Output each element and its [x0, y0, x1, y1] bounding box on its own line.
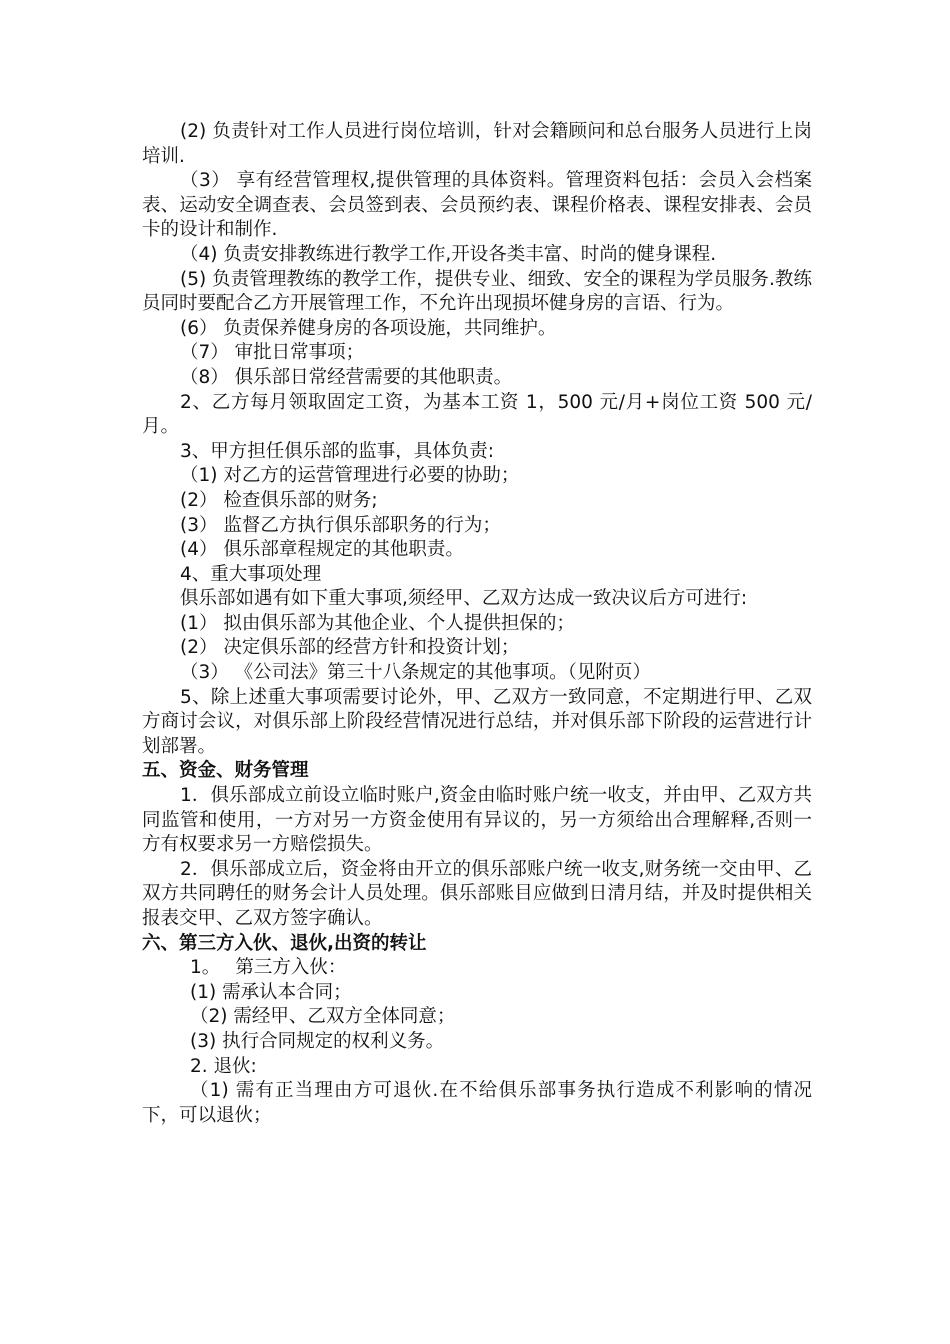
paragraph: （3） 享有经营管理权,提供管理的具体资料。管理资料包括：会员入会档案表、运动安全调查表、会员签到表、会员预约表、课程价格表、课程安排表、会员卡的设计和制作. — [142, 170, 812, 241]
paragraph: 5、除上述重大事项需要讨论外，甲、乙双方一致同意，不定期进行甲、乙双方商讨会议，对俱乐部上阶段经营情况进行总结，并对俱乐部下阶段的运营进行计划部署。 — [142, 686, 812, 757]
paragraph: (6） 负责保养健身房的各项设施，共同维护。 — [180, 317, 557, 339]
paragraph: 1．俱乐部成立前设立临时账户,资金由临时账户统一收支，并由甲、乙双方共同监管和使用，一方对另一方资金使用有异议的，另一方须给出合理解释,否则一方有权要求另一方赔偿损失。 — [142, 785, 812, 856]
paragraph: 俱乐部如遇有如下重大事项,须经甲、乙双方达成一致决议后方可进行: — [180, 588, 748, 610]
paragraph: (1） 拟由俱乐部为其他企业、个人提供担保的； — [180, 612, 575, 634]
paragraph: (1) 需承认本合同； — [190, 981, 352, 1003]
paragraph: (3) 执行合同规定的权利义务。 — [190, 1030, 445, 1052]
paragraph: （1) 需有正当理由方可退伙.在不给俱乐部事务执行造成不利影响的情况下，可以退伙； — [142, 1080, 812, 1126]
paragraph: （7） 审批日常事项； — [180, 342, 365, 364]
paragraph: 2. 退伙: — [190, 1055, 257, 1077]
paragraph: 1。 第三方入伙： — [190, 957, 347, 979]
section-heading: 六、第三方入伙、退伙,出资的转让 — [142, 932, 427, 954]
paragraph: (2） 检查俱乐部的财务; — [180, 489, 378, 511]
paragraph: 2、乙方每月领取固定工资，为基本工资 1，500 元/月+岗位工资 500 元/月。 — [142, 391, 812, 438]
paragraph: （4) 负责安排教练进行教学工作,开设各类丰富、时尚的健身课程. — [180, 243, 717, 265]
paragraph: (4） 俱乐部章程规定的其他职责。 — [180, 539, 464, 561]
paragraph: (3） 监督乙方执行俱乐部职务的行为； — [180, 514, 501, 536]
paragraph: (2) 负责针对工作人员进行岗位培训，针对会籍顾问和总台服务人员进行上岗培训. — [142, 121, 812, 167]
paragraph: （1) 对乙方的运营管理进行必要的协助； — [180, 465, 520, 487]
paragraph: (5) 负责管理教练的教学工作，提供专业、细致、安全的课程为学员服务.教练员同时要配合乙方开展管理工作，不允许出现损坏健身房的言语、行为。 — [142, 268, 812, 315]
paragraph: (2） 决定俱乐部的经营方针和投资计划； — [180, 637, 520, 659]
document-body — [142, 120, 812, 1128]
paragraph: 2．俱乐部成立后，资金将由开立的俱乐部账户统一收支,财务统一交由甲、乙双方共同聘任的财务会计人员处理。俱乐部账目应做到日清月结，并及时提供相关报表交甲、乙双方签字确认。 — [142, 858, 812, 929]
paragraph: （8） 俱乐部日常经营需要的其他职责。 — [180, 366, 513, 388]
section-heading: 五、资金、财务管理 — [142, 760, 309, 782]
paragraph: （3） 《公司法》第三十八条规定的其他事项。（见附页） — [180, 662, 651, 684]
paragraph: 3、甲方担任俱乐部的监事，具体负责: — [180, 440, 495, 462]
paragraph: （2) 需经甲、乙双方全体同意； — [190, 1006, 456, 1028]
paragraph: 4、重大事项处理 — [180, 563, 322, 585]
